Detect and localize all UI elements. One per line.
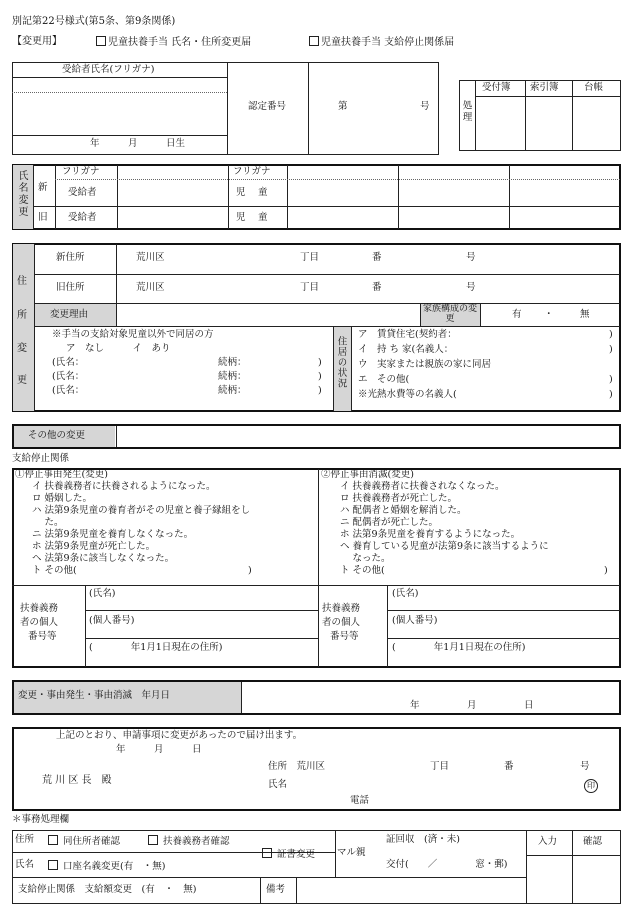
office-confirm: 確認 [583,836,603,847]
old-recipient-label: 受給者 [68,212,97,223]
office-remarks-label: 備考 [266,884,286,895]
office-name-label: 氏名 [15,859,35,870]
applicant-chome: 丁目 [430,761,450,772]
applicant-ban: 番 [504,761,514,772]
end-he-cont: なった。 [340,553,391,564]
old-child-label: 児 童 [236,212,268,223]
event-date-label: 変更・事由発生・事由消滅 年月日 [18,690,171,701]
option-suspension[interactable]: 児童扶養手当 支給停止関係届 [309,36,454,49]
office-cert-recall[interactable]: 証回収 (済・未) [386,834,460,845]
residence-other[interactable]: エ その他( [358,374,410,385]
office-supporter-check[interactable]: 扶養義務者確認 [148,835,230,848]
occur-ro[interactable]: ロ 婚姻した。 [32,493,93,504]
end-ho[interactable]: ホ 法第9条児童を養育するようになった。 [340,529,521,540]
cohabitant-options[interactable]: ア なし イ あり [66,343,171,354]
occur-ha-cont: た。 [32,517,64,528]
supporter-label-r2: 者の個人 [322,617,361,628]
child-furigana-label: フリガナ [233,166,271,177]
end-to[interactable]: ト その他( [340,565,385,576]
old-ward: 荒川区 [136,282,165,293]
cert-go: 号 [420,101,430,112]
address-side-1: 住 [17,276,27,287]
option-name-address-change[interactable]: 児童扶養手当 氏名・住所変更届 [96,36,251,49]
old-chome: 丁目 [300,282,320,293]
end-i[interactable]: イ 扶養義務者に扶養されなくなった。 [340,481,505,492]
left-supporter-address[interactable]: ( 年1月1日現在の住所) [89,642,223,653]
office-issue[interactable]: 交付( ／ 窓・郵) [386,859,508,870]
end-ha[interactable]: ハ 配偶者と婚姻を解消した。 [340,505,467,516]
recipient-name-label: 受給者氏名(フリガナ) [62,64,155,75]
col-index: 索引簿 [530,82,559,93]
supporter-label-1: 扶養義務 [20,603,59,614]
suspension-title: 支給停止関係 [12,453,70,464]
occur-to[interactable]: ト その他( [32,565,77,576]
new-chome: 丁目 [300,252,320,263]
checkbox[interactable] [309,36,319,46]
checkbox[interactable] [48,860,58,870]
residence-rental[interactable]: ア 賃貸住宅(契約者： [358,329,457,340]
end-he[interactable]: ヘ 養育している児童が法第9条に該当するように [340,541,549,552]
occur-ni[interactable]: ニ 法第9条児童を養育しなくなった。 [32,529,194,540]
address-side-4: 更 [17,375,27,386]
end-ro[interactable]: ロ 扶養義務者が死亡した。 [340,493,458,504]
suspension-occur-title: ①停止事由発生(変更) [15,469,108,480]
change-reason-field[interactable] [124,306,414,324]
old-ban: 番 [372,282,382,293]
seal-mark: 印 [584,779,598,793]
processing-label: 処理 [460,100,472,123]
declaration-date[interactable]: 年 月 日 [116,744,202,755]
cohabitant-name-3[interactable]: (氏名： [52,385,85,396]
address-side-3: 変 [17,343,27,354]
recipient-name-field[interactable] [12,93,227,133]
checkbox[interactable] [148,835,158,845]
supporter-label-r1: 扶養義務 [322,603,361,614]
new-ward: 荒川区 [136,252,165,263]
birth-date[interactable]: 年 月 日生 [90,138,186,149]
relation-2: 続柄： [218,371,247,382]
form-number: 別記第22号様式(第5条、第9条関係) [12,16,176,27]
occur-he[interactable]: ヘ 法第9条に該当しなくなった。 [32,553,175,564]
family-no[interactable]: 無 [580,309,590,320]
new-child-label: 児 童 [236,187,268,198]
declaration-text: 上記のとおり、申請事項に変更があったので届け出ます。 [56,730,303,741]
residence-status-label: 住居の状況 [335,336,347,389]
other-change-label: その他の変更 [28,430,86,441]
office-address-label: 住所 [15,834,35,845]
new-address-label: 新住所 [56,252,85,263]
addressee-mayor: 荒 川 区 長 殿 [42,775,112,786]
old-label: 旧 [38,212,48,223]
checkbox[interactable] [262,848,272,858]
furigana-label: フリガナ [62,166,100,177]
supporter-label-2: 者の個人 [20,617,59,628]
other-change-field[interactable] [122,428,616,446]
col-ledger: 台帳 [584,82,604,93]
applicant-address-label: 住所 荒川区 [268,761,326,772]
new-label: 新 [38,182,48,193]
supporter-label-r3: 番号等 [330,631,359,642]
cohabitant-name-1[interactable]: (氏名： [52,357,85,368]
office-certificate-change[interactable]: 証書変更 [262,848,315,861]
right-supporter-name[interactable]: (氏名) [392,588,419,599]
cert-dai: 第 [338,101,348,112]
office-maru-oya: マル親 [337,847,366,858]
left-supporter-name[interactable]: (氏名) [89,588,116,599]
new-go: 号 [466,252,476,263]
suspension-end-title: ②停止事由消滅(変更) [321,469,414,480]
right-supporter-number[interactable]: (個人番号) [392,615,438,626]
form-page: 別記第22号様式(第5条、第9条関係) 【変更用】 児童扶養手当 氏名・住所変更届 児童扶養手当 支給停止関係届 受給者氏名(フリガナ) 年 月 日生 認定番号 第 号 処理 受付簿 索引簿 台帳 氏名変更 新 旧 フリガナ 受給者 受給者 フリガナ 児 童 児 童 住 所 変 更 新住所 旧住所 荒川区 丁目 番 号 荒川区 丁目 番 号 変更理由 家族構成の変更 有 ・ 無 ※手当の支給対象児童以外で同居の方 ア なし イ あり (氏名： (氏名： (氏名： 続柄： 続柄： 続柄： ) ) ) 住居の状況 ア 賃貸住宅(契約者： イ 持 ち 家(名義人： ウ 実家または親族の家に同居 エ その他( ※光熱水費等の名義人( ) ) ) ) その他の変更 支給停止関係 ①停止事由発生(変更) イ 扶養義務者に扶養されるようになった。 ロ 婚姻した。 ハ 法第9条児童の養育者がその児童と養子縁組をし た。 ニ 法第9条児童を養育しなくなった。 ホ 法第9条児童が死亡した。 ヘ 法第9条に該当しなくなった。 ト その他( ) ②停止事由消滅(変更) イ 扶養義務者に扶養されなくなった。 ロ 扶養義務者が死亡した。 ハ 配偶者と婚姻を解消した。 ニ 配偶者が死亡した。 ホ 法第9条児童を養育するようになった。 ヘ 養育している児童が法第9条に該当するように なった。 ト その他( ) 扶養義務 者の個人 番号等 (氏名) (個人番号) ( 年1月1日現在の住所) 扶養義務 者の個人 番号等 (氏名) (個人番号) ( 年1月1日現在の住所) 変更・事由発生・事由消滅 年月日 年 月 日 上記のとおり、申請事項に変更があったので届け出ます。 年 月 日 荒 川 区 長 殿 住所 荒川区 丁目 番 号 氏名 印 電話 ＊事務処理欄 住所 同住所者確認 扶養義務者確認 氏名 口座名義変更(有 ・無) 証書変更 マル親 証回収 (済・未) 交付( ／ 窓・郵) 入力 確認 支給停止関係 支給額変更 (有 ・ 無) 備考 [0,0,630,915]
end-ni[interactable]: ニ 配偶者が死亡した。 [340,517,439,528]
cohabitant-name-2[interactable]: (氏名： [52,371,85,382]
family-separator: ・ [544,309,554,320]
name-change-side-label: 氏名変更 [16,170,27,218]
col-reception: 受付簿 [482,82,511,93]
residence-owned[interactable]: イ 持 ち 家(名義人： [358,344,454,355]
checkbox[interactable] [96,36,106,46]
right-supporter-address[interactable]: ( 年1月1日現在の住所) [392,642,526,653]
name-change-block [12,164,621,230]
office-suspension-amount[interactable]: 支給停止関係 支給額変更 (有 ・ 無) [18,884,197,895]
applicant-phone-label: 電話 [350,795,370,806]
residence-relatives[interactable]: ウ 実家または親族の家に同居 [358,359,492,370]
left-supporter-number[interactable]: (個人番号) [89,615,135,626]
relation-1: 続柄： [218,357,247,368]
utility-bill-holder[interactable]: ※光熱水費等の名義人( [358,389,457,400]
address-side-2: 所 [17,310,27,321]
office-same-address-check[interactable]: 同住所者確認 [48,835,120,848]
occur-ho[interactable]: ホ 法第9条児童が死亡した。 [32,541,156,552]
event-date-field[interactable]: 年 月 日 [410,700,534,711]
family-yes[interactable]: 有 [512,309,522,320]
old-address-label: 旧住所 [56,282,85,293]
office-input: 入力 [538,836,558,847]
occur-ha[interactable]: ハ 法第9条児童の養育者がその児童と養子縁組をし [32,505,251,516]
new-recipient-label: 受給者 [68,187,97,198]
applicant-name-label: 氏名 [268,779,288,790]
cohabitant-title: ※手当の支給対象児童以外で同居の方 [52,329,214,340]
applicant-go: 号 [580,761,590,772]
form-kind-label: 【変更用】 [12,36,62,47]
change-reason-label: 変更理由 [50,309,89,320]
supporter-label-3: 番号等 [28,631,57,642]
address-change-block [12,243,621,412]
old-go: 号 [466,282,476,293]
family-change-label: 家族構成の変更 [422,304,477,324]
occur-i[interactable]: イ 扶養義務者に扶養されるようになった。 [32,481,216,492]
certification-number-label: 認定番号 [248,101,287,112]
office-use-title: ＊事務処理欄 [12,814,70,825]
office-account-change[interactable]: 口座名義変更(有 ・無) [48,860,165,873]
new-ban: 番 [372,252,382,263]
relation-3: 続柄： [218,385,247,396]
checkbox[interactable] [48,835,58,845]
